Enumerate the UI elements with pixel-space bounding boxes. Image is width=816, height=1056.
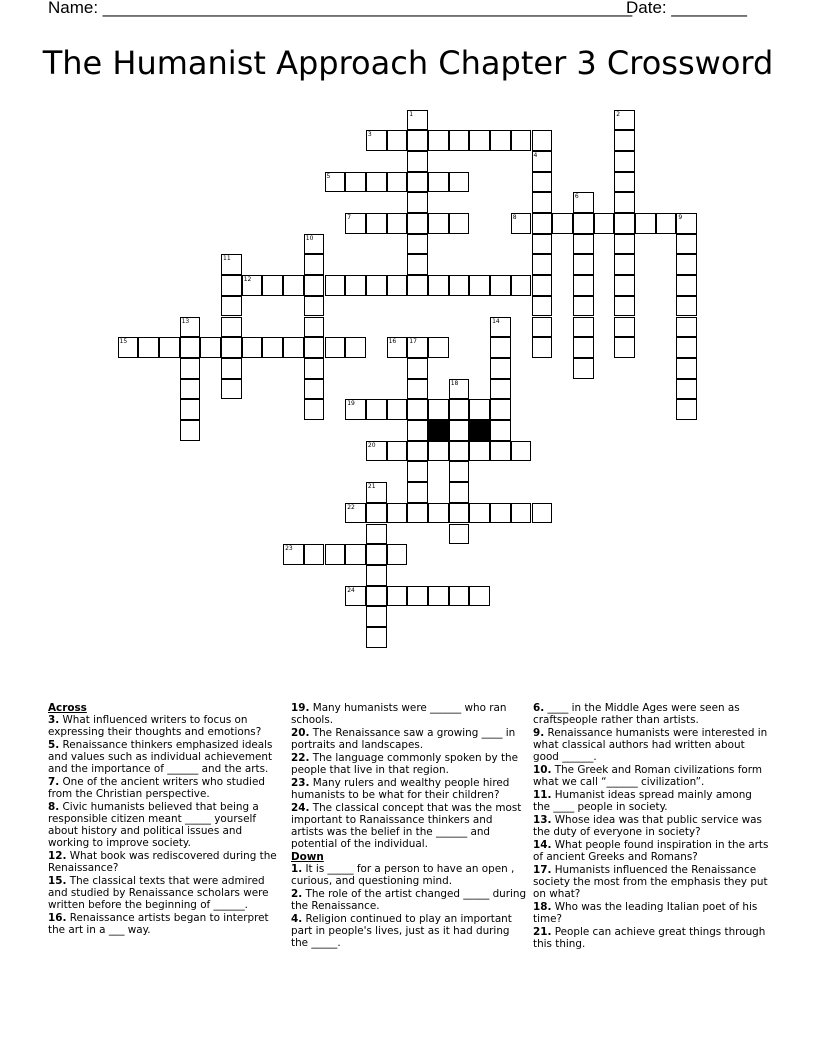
grid-cell[interactable] [428, 586, 449, 607]
grid-cell[interactable] [449, 275, 470, 296]
clue-number: 23 [285, 545, 293, 553]
grid-cell[interactable] [221, 337, 242, 358]
clue-number: 22 [347, 503, 355, 511]
grid-cell[interactable] [221, 317, 242, 338]
grid-cell[interactable] [676, 399, 697, 420]
grid-cell[interactable] [221, 275, 242, 296]
clue-number-label: 1. [291, 863, 303, 875]
grid-cell[interactable] [283, 337, 304, 358]
grid-cell[interactable] [159, 337, 180, 358]
clue-number: 8 [512, 214, 517, 221]
grid-cell[interactable] [614, 172, 635, 193]
clue-number: 13 [181, 317, 190, 325]
grid-cell[interactable] [138, 337, 159, 358]
grid-cell[interactable] [304, 399, 325, 420]
grid-cell[interactable] [325, 275, 346, 296]
clue-item: 14. What people found inspiration in the arts of ancient Greeks and Romans? [533, 839, 769, 863]
grid-cell[interactable] [511, 275, 532, 296]
clue-number: 2 [616, 110, 621, 118]
grid-cell[interactable] [573, 254, 594, 275]
grid-cell[interactable] [573, 234, 594, 255]
grid-cell[interactable] [304, 544, 325, 565]
grid-cell[interactable] [573, 317, 594, 338]
clue-number: 14 [492, 317, 500, 325]
clue-item: 11. Humanist ideas spread mainly among the ____ people in society. [533, 789, 752, 813]
grid-cell[interactable] [532, 317, 553, 338]
clue-number-label: 2. [291, 888, 303, 900]
grid-cell[interactable] [221, 254, 242, 275]
grid-cell[interactable] [283, 275, 304, 296]
clue-number: 3 [367, 131, 372, 139]
clue-number-label: 24. [291, 802, 310, 814]
grid-cell[interactable] [532, 275, 553, 296]
grid-cell[interactable] [366, 503, 387, 524]
clue-item: 12. What book was rediscovered during the Renaissance? [48, 850, 277, 874]
black-cell [469, 420, 490, 441]
grid-cell[interactable] [490, 420, 511, 441]
clue-number: 5 [326, 172, 331, 180]
page-title: The Humanist Approach Chapter 3 Crossword [42, 44, 774, 82]
grid-cell[interactable] [490, 275, 511, 296]
grid-cell[interactable] [573, 275, 594, 296]
grid-cell[interactable] [532, 192, 553, 213]
grid-cell[interactable] [449, 524, 470, 545]
grid-cell[interactable] [180, 420, 201, 441]
grid-cell[interactable] [490, 379, 511, 400]
clue-number: 18 [450, 379, 459, 387]
clue-number-label: 6. [533, 702, 545, 714]
grid-cell[interactable] [449, 172, 470, 193]
clue-number-label: 14. [533, 839, 552, 851]
grid-cell[interactable] [180, 337, 201, 358]
grid-cell[interactable] [573, 358, 594, 379]
grid-cell[interactable] [490, 503, 511, 524]
clue-number-label: 15. [48, 875, 67, 887]
grid-cell[interactable] [366, 441, 387, 462]
grid-cell[interactable] [387, 503, 408, 524]
clues-column-1 [48, 702, 284, 937]
grid-cell[interactable] [428, 130, 449, 151]
grid-cell[interactable] [635, 213, 656, 234]
grid-cell[interactable] [387, 399, 408, 420]
clue-number: 17 [409, 338, 417, 346]
grid-cell[interactable] [262, 337, 283, 358]
grid-cell[interactable] [676, 213, 697, 234]
grid-cell[interactable] [345, 213, 366, 234]
grid-cell[interactable] [407, 399, 428, 420]
grid-cell[interactable] [490, 317, 511, 338]
grid-cell[interactable] [614, 151, 635, 172]
grid-cell[interactable] [511, 130, 532, 151]
clue-item: 9. Renaissance humanists were interested in what classical authors had written about good ______. [533, 727, 768, 763]
clue-number-label: 23. [291, 777, 310, 789]
grid-cell[interactable] [428, 503, 449, 524]
grid-cell[interactable] [387, 275, 408, 296]
grid-cell[interactable] [573, 192, 594, 213]
clue-number: 21 [367, 483, 376, 491]
grid-cell[interactable] [221, 296, 242, 317]
grid-cell[interactable] [407, 358, 428, 379]
grid-cell[interactable] [366, 130, 387, 151]
clues-column-3 [533, 702, 769, 951]
clue-number: 16 [388, 338, 397, 346]
grid-cell[interactable] [573, 296, 594, 317]
clue-number-label: 11. [533, 789, 552, 801]
grid-cell[interactable] [345, 337, 366, 358]
grid-cell[interactable] [676, 275, 697, 296]
clue-number-label: 21. [533, 926, 552, 938]
grid-cell[interactable] [428, 337, 449, 358]
clue-number: 24 [347, 586, 355, 594]
clue-number: 20 [367, 441, 376, 449]
clue-item: 5. Renaissance thinkers emphasized ideals and values such as individual achievement and the importance of ______ and the arts. [48, 739, 273, 775]
grid-cell[interactable] [428, 441, 449, 462]
grid-cell[interactable] [428, 275, 449, 296]
date-field-label[interactable]: Date: ________ [626, 0, 747, 17]
name-field-label[interactable]: Name: ________________________________________________________ [48, 0, 633, 17]
clue-item: 20. The Renaissance saw a growing ____ in portraits and landscapes. [291, 727, 516, 751]
clue-item: 3. What influenced writers to focus on expressing their thoughts and emotions? [48, 714, 262, 738]
grid-cell[interactable] [469, 441, 490, 462]
grid-cell[interactable] [511, 441, 532, 462]
clue-item: 16. Renaissance artists began to interpret the art in a ___ way. [48, 912, 269, 936]
grid-cell[interactable] [242, 337, 263, 358]
grid-cell[interactable] [469, 275, 490, 296]
grid-cell[interactable] [304, 337, 325, 358]
grid-cell[interactable] [304, 234, 325, 255]
grid-cell[interactable] [614, 130, 635, 151]
clue-number-label: 3. [48, 714, 60, 726]
clue-number-label: 19. [291, 702, 310, 714]
grid-cell[interactable] [511, 213, 532, 234]
grid-cell[interactable] [573, 337, 594, 358]
clue-number-label: 12. [48, 850, 67, 862]
clue-item: 18. Who was the leading Italian poet of his time? [533, 901, 758, 925]
grid-cell[interactable] [345, 275, 366, 296]
grid-cell[interactable] [304, 254, 325, 275]
clue-number-label: 22. [291, 752, 310, 764]
grid-cell[interactable] [490, 130, 511, 151]
grid-cell[interactable] [407, 130, 428, 151]
grid-cell[interactable] [366, 565, 387, 586]
grid-cell[interactable] [676, 379, 697, 400]
grid-cell[interactable] [511, 503, 532, 524]
clue-number-label: 13. [533, 814, 552, 826]
grid-cell[interactable] [180, 358, 201, 379]
grid-cell[interactable] [345, 544, 366, 565]
grid-cell[interactable] [532, 213, 553, 234]
clue-number: 11 [223, 255, 231, 263]
across-heading: Across [48, 702, 87, 714]
grid-cell[interactable] [614, 192, 635, 213]
grid-cell[interactable] [221, 358, 242, 379]
grid-cell[interactable] [532, 254, 553, 275]
grid-cell[interactable] [366, 399, 387, 420]
grid-cell[interactable] [407, 586, 428, 607]
grid-cell[interactable] [428, 172, 449, 193]
grid-cell[interactable] [552, 213, 573, 234]
grid-cell[interactable] [407, 213, 428, 234]
grid-cell[interactable] [262, 275, 283, 296]
grid-cell[interactable] [532, 130, 553, 151]
clue-item: 6. ____ in the Middle Ages were seen as craftspeople rather than artists. [533, 702, 740, 726]
grid-cell[interactable] [676, 337, 697, 358]
grid-cell[interactable] [283, 544, 304, 565]
grid-cell[interactable] [490, 399, 511, 420]
grid-cell[interactable] [428, 399, 449, 420]
grid-cell[interactable] [490, 337, 511, 358]
clue-item: 10. The Greek and Roman civilizations form what we call “______ civilization”. [533, 764, 762, 788]
clue-number-label: 20. [291, 727, 310, 739]
clue-item: 1. It is _____ for a person to have an open , curious, and questioning mind. [291, 863, 515, 887]
grid-cell[interactable] [490, 358, 511, 379]
clue-number: 15 [119, 338, 128, 346]
grid-cell[interactable] [676, 358, 697, 379]
clue-item: 15. The classical texts that were admired and studied by Renaissance scholars were written before the beginning of ______. [48, 875, 269, 911]
grid-cell[interactable] [614, 296, 635, 317]
grid-cell[interactable] [656, 213, 677, 234]
clue-number: 4 [533, 151, 538, 159]
grid-cell[interactable] [387, 337, 408, 358]
grid-cell[interactable] [345, 172, 366, 193]
grid-cell[interactable] [594, 213, 615, 234]
clue-number: 19 [347, 400, 355, 408]
grid-cell[interactable] [573, 213, 594, 234]
grid-cell[interactable] [614, 213, 635, 234]
down-heading: Down [291, 851, 324, 863]
grid-cell[interactable] [387, 213, 408, 234]
clue-item: 21. People can achieve great things through this thing. [533, 926, 766, 950]
grid-cell[interactable] [449, 503, 470, 524]
clue-item: 22. The language commonly spoken by the people that live in that region. [291, 752, 519, 776]
grid-cell[interactable] [221, 379, 242, 400]
grid-cell[interactable] [366, 275, 387, 296]
clue-item: 17. Humanists influenced the Renaissance society the most from the emphasis they put on what? [533, 864, 768, 900]
clue-number-label: 18. [533, 901, 552, 913]
grid-cell[interactable] [242, 275, 263, 296]
grid-cell[interactable] [366, 606, 387, 627]
grid-cell[interactable] [449, 441, 470, 462]
grid-cell[interactable] [449, 399, 470, 420]
grid-cell[interactable] [449, 130, 470, 151]
grid-cell[interactable] [614, 110, 635, 131]
grid-cell[interactable] [304, 317, 325, 338]
grid-cell[interactable] [366, 544, 387, 565]
grid-cell[interactable] [532, 503, 553, 524]
grid-cell[interactable] [614, 317, 635, 338]
grid-cell[interactable] [304, 358, 325, 379]
grid-cell[interactable] [449, 379, 470, 400]
grid-cell[interactable] [345, 586, 366, 607]
grid-cell[interactable] [366, 586, 387, 607]
grid-cell[interactable] [469, 399, 490, 420]
grid-cell[interactable] [407, 379, 428, 400]
grid-cell[interactable] [449, 420, 470, 441]
clue-number-label: 17. [533, 864, 552, 876]
grid-cell[interactable] [469, 503, 490, 524]
grid-cell[interactable] [407, 482, 428, 503]
grid-cell[interactable] [449, 213, 470, 234]
grid-cell[interactable] [325, 337, 346, 358]
grid-cell[interactable] [304, 379, 325, 400]
grid-cell[interactable] [469, 586, 490, 607]
grid-cell[interactable] [676, 296, 697, 317]
grid-cell[interactable] [676, 234, 697, 255]
clue-number: 6 [574, 193, 579, 201]
grid-cell[interactable] [345, 399, 366, 420]
grid-cell[interactable] [387, 441, 408, 462]
grid-cell[interactable] [366, 172, 387, 193]
grid-cell[interactable] [325, 172, 346, 193]
grid-cell[interactable] [407, 503, 428, 524]
grid-cell[interactable] [532, 337, 553, 358]
grid-cell[interactable] [345, 503, 366, 524]
clue-number: 10 [305, 234, 314, 242]
grid-cell[interactable] [366, 482, 387, 503]
clue-number-label: 4. [291, 913, 303, 925]
clue-item: 4. Religion continued to play an important part in people's lives, just as it had during the _____. [291, 913, 512, 949]
grid-cell[interactable] [304, 275, 325, 296]
grid-cell[interactable] [614, 275, 635, 296]
clue-number: 12 [243, 276, 252, 284]
clue-item: 23. Many rulers and wealthy people hired humanists to be what for their children? [291, 777, 510, 801]
grid-cell[interactable] [614, 254, 635, 275]
grid-cell[interactable] [387, 586, 408, 607]
clue-item: 13. Whose idea was that public service was the duty of everyone in society? [533, 814, 762, 838]
grid-cell[interactable] [407, 151, 428, 172]
grid-cell[interactable] [407, 441, 428, 462]
clue-item: 7. One of the ancient writers who studied from the Christian perspective. [48, 776, 265, 800]
grid-cell[interactable] [180, 399, 201, 420]
grid-cell[interactable] [490, 441, 511, 462]
clue-number-label: 7. [48, 776, 60, 788]
grid-cell[interactable] [407, 461, 428, 482]
grid-cell[interactable] [532, 234, 553, 255]
grid-cell[interactable] [325, 544, 346, 565]
grid-cell[interactable] [407, 254, 428, 275]
grid-cell[interactable] [676, 317, 697, 338]
clue-item: 8. Civic humanists believed that being a responsible citizen meant _____ yourself about history and political issues and working to improve society. [48, 801, 259, 849]
grid-cell[interactable] [428, 213, 449, 234]
grid-cell[interactable] [407, 192, 428, 213]
grid-cell[interactable] [449, 586, 470, 607]
grid-cell[interactable] [387, 130, 408, 151]
grid-cell[interactable] [366, 524, 387, 545]
grid-cell[interactable] [366, 213, 387, 234]
clue-item: 2. The role of the artist changed _____ during the Renaissance. [291, 888, 527, 912]
grid-cell[interactable] [676, 254, 697, 275]
clue-number: 1 [409, 110, 414, 118]
grid-cell[interactable] [407, 234, 428, 255]
clue-item: 19. Many humanists were ______ who ran schools. [291, 702, 507, 726]
grid-cell[interactable] [407, 337, 428, 358]
grid-cell[interactable] [532, 296, 553, 317]
black-cell [428, 420, 449, 441]
grid-cell[interactable] [200, 337, 221, 358]
clue-number-label: 16. [48, 912, 67, 924]
grid-cell[interactable] [469, 130, 490, 151]
grid-cell[interactable] [304, 296, 325, 317]
grid-cell[interactable] [614, 234, 635, 255]
clue-number-label: 10. [533, 764, 552, 776]
clues-column-2 [291, 702, 527, 950]
grid-cell[interactable] [118, 337, 139, 358]
grid-cell[interactable] [180, 317, 201, 338]
grid-cell[interactable] [407, 420, 428, 441]
clue-number-label: 9. [533, 727, 545, 739]
grid-cell[interactable] [180, 379, 201, 400]
clue-number: 7 [347, 214, 352, 221]
grid-cell[interactable] [366, 627, 387, 648]
grid-cell[interactable] [449, 482, 470, 503]
grid-cell[interactable] [387, 544, 408, 565]
grid-cell[interactable] [407, 110, 428, 131]
clue-item: 24. The classical concept that was the most important to Ranaissance thinkers and artists was the belief in the ______ and potential of the individual. [291, 802, 522, 850]
clue-number-label: 8. [48, 801, 60, 813]
clue-number-label: 5. [48, 739, 60, 751]
grid-cell[interactable] [407, 172, 428, 193]
grid-cell[interactable] [407, 275, 428, 296]
clue-number: 9 [678, 214, 683, 221]
grid-cell[interactable] [614, 337, 635, 358]
grid-cell[interactable] [449, 461, 470, 482]
grid-cell[interactable] [532, 172, 553, 193]
grid-cell[interactable] [532, 151, 553, 172]
grid-cell[interactable] [387, 172, 408, 193]
